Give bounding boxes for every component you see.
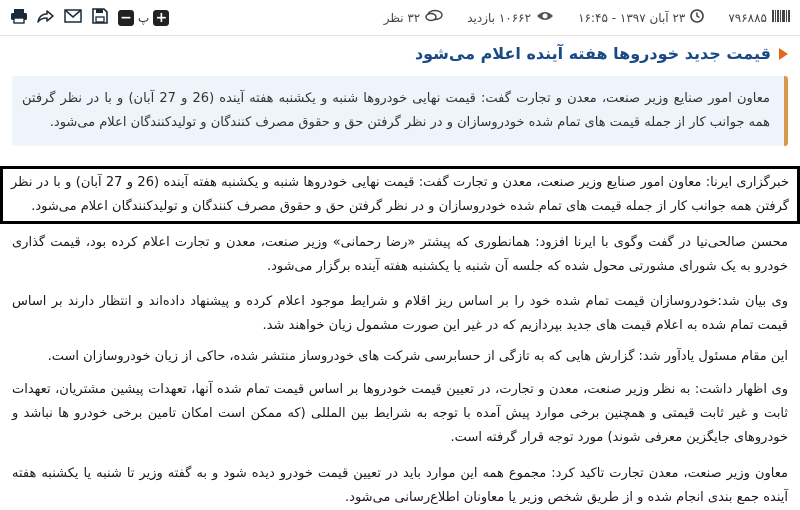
- body-paragraph: این مقام مسئول یادآور شد: گزارش هایی که به تازگی از حسابرسی شرکت های خودروساز منتشر شده، حاکی از زیان خودروسازان است.: [47, 349, 788, 364]
- title-bullet-icon: [779, 48, 788, 60]
- comment-icon: [425, 9, 443, 26]
- clock-icon: [690, 9, 704, 26]
- publish-date: [578, 9, 704, 26]
- meta-bar: [0, 0, 800, 36]
- comments-value: ۳۲ نظر: [383, 10, 421, 25]
- view-count: [467, 10, 554, 25]
- print-button[interactable]: [10, 9, 28, 27]
- print-icon: [10, 8, 28, 28]
- save-icon: [92, 8, 108, 28]
- page-title: قیمت جدید خودروها هفته آینده اعلام می‌شود: [414, 44, 771, 63]
- font-size-label: پ: [138, 10, 150, 25]
- article-lead: معاون امور صنایع وزیر صنعت، معدن و تجارت گفت: قیمت نهایی خودروها شنبه و یکشنبه هفته آینده (26 و 27 آبان) و با در نظر گرفتن همه جوانب کار از جمله قیمت های تمام شده خودروسازان و در نظر گرفتن حق و حقوق مصرف کنندگان و تولیدکنندگان اعلام می‌شود.: [12, 76, 788, 146]
- barcode-icon: [772, 10, 790, 25]
- plus-icon: +: [155, 9, 168, 26]
- font-size-control: [118, 10, 169, 26]
- share-button[interactable]: [37, 9, 55, 27]
- news-id-value: ۷۹۶۸۸۵: [728, 10, 767, 25]
- save-button[interactable]: [91, 9, 109, 27]
- minus-icon: −: [120, 9, 132, 26]
- body-paragraph: وی اظهار داشت: به نظر وزیر صنعت، معدن و تجارت، در تعیین قیمت خودروها بر اساس قیمت تمام شده آنها، تعهدات پیشین مشتریان، تعهدات ثابت و غیر ثابت قیمتی و همچنین برخی موارد پیش آمده با توجه به شرایط بین المللی (که ممکن است امکان تامین برخی خودرو ها نباشد و خودروهای جایگزین معرفی شوند) مورد توجه قرار گرفته است.: [12, 382, 788, 445]
- email-icon: [64, 8, 82, 27]
- date-time: ۲۳ آبان ۱۳۹۷ - ۱۶:۴۵: [578, 10, 686, 25]
- comment-count[interactable]: [384, 9, 444, 26]
- highlighted-paragraph: خبرگزاری ایرنا: معاون امور صنایع وزیر صنعت، معدن و تجارت گفت: قیمت نهایی خودروها شنبه و یکشنبه هفته آینده (26 و 27 آبان) و با در نظر گرفتن همه جوانب کار از جمله قیمت های تمام شده خودروسازان و در نظر گرفتن حق و حقوق مصرف کنندگان و تولیدکنندگان اعلام می‌شود.: [0, 166, 800, 224]
- share-icon: [37, 8, 55, 28]
- meta-info: [366, 9, 790, 26]
- views-value: ۱۰۶۶۲ بازدید: [467, 10, 532, 25]
- article-title-row: [12, 44, 788, 63]
- body-paragraph: محسن صالحی‌نیا در گفت وگوی با ایرنا افزود: همانطوری که پیشتر «رضا رحمانی» وزیر صنعت، معدن و تجارت اعلام کرده بود، قیمت گذاری خودرو به یک شورای مشورتی محول شده که جلسه آن شنبه یا یکشنبه هفته آینده برگزار می‌شود.: [12, 235, 788, 274]
- font-increase-button[interactable]: [153, 10, 169, 26]
- body-paragraph: معاون وزیر صنعت، معدن تجارت تاکید کرد: مجموع همه این موارد باید در تعیین قیمت خودرو دیده شود و به گفته وزیر تا شنبه یا یکشنبه هفته آینده جمع بندی انجام شده و از طریق شخص وزیر یا معاونان اطلاع‌رسانی می‌شود.: [12, 466, 788, 505]
- font-decrease-button[interactable]: [118, 10, 134, 26]
- news-id: [728, 10, 790, 25]
- email-button[interactable]: [64, 9, 82, 27]
- body-paragraph: وی بیان شد:خودروسازان قیمت تمام شده خود را بر اساس ریز اقلام و شرایط موجود اعلام کرده و پیشنهاد داده‌اند و انتظار دارند بر اساس قیمت تمام شده به اعلام قیمت های جدید بپردازیم که در غیر این صورت مشمول زیان خواهند شد.: [12, 294, 788, 333]
- eye-icon: [536, 10, 554, 25]
- article-tools: [10, 9, 169, 27]
